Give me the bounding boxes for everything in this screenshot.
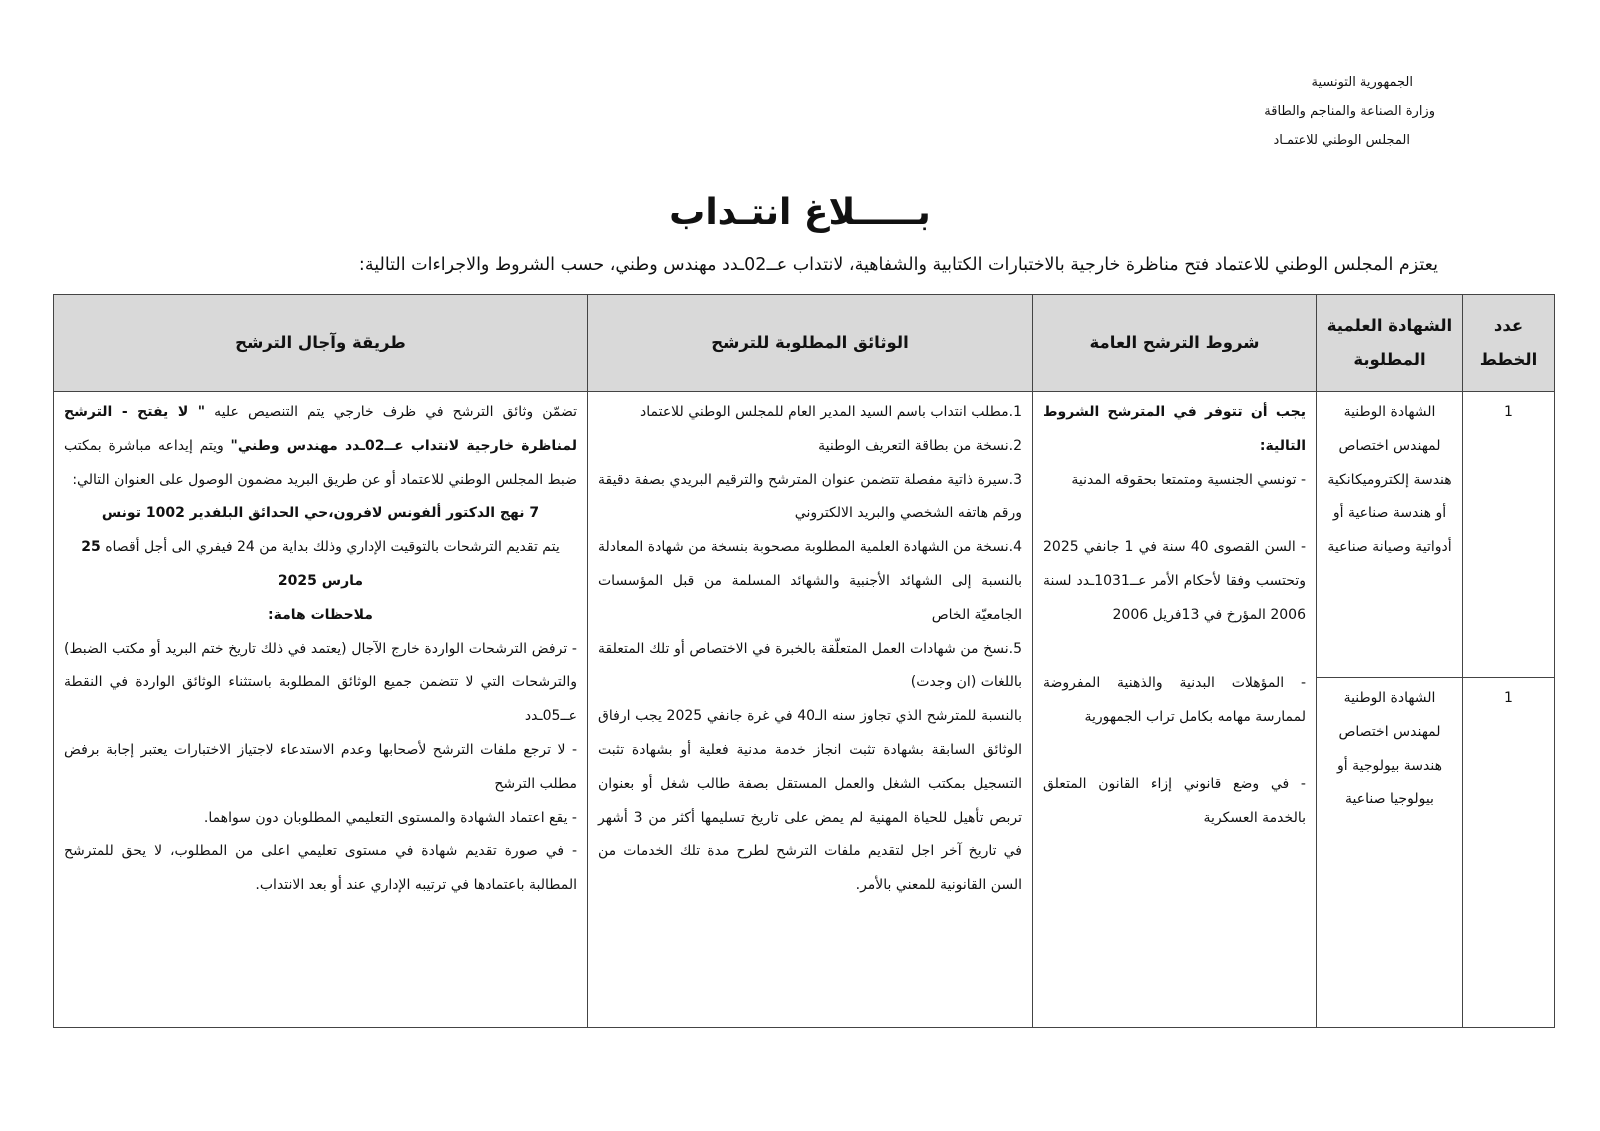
header-documents: الوثائق المطلوبة للترشح	[588, 295, 1033, 392]
procedure-deadline: 25 مارس 2025	[81, 539, 364, 589]
note-item-3: - يقع اعتماد الشهادة والمستوى التعليمي المطلوبان دون سواهما.	[203, 809, 577, 826]
header-certificate: الشهادة العلمية المطلوبة	[1317, 295, 1463, 392]
condition-age: - السن القصوى 40 سنة في 1 جانفي 2025 وتحتسب وفقا لأحكام الأمر عــ1031ـدد لسنة 2006 المؤرخ في 13فريل 2006	[1043, 539, 1307, 623]
conditions-intro: يجب أن تتوفر في المترشح الشروط التالية:	[1043, 404, 1306, 454]
note-item-1: - ترفض الترشحات الواردة خارج الآجال (يعتمد في ذلك تاريخ ختم البريد أو مكتب الضبط) والترشحات التي لا تتضمن جميع الوثائق المطلوبة باستثناء الوثائق الواردة في النقطة عــ05ـدد	[64, 640, 577, 725]
procedure-submission	[64, 396, 577, 497]
header-conditions: شروط الترشح العامة	[1033, 295, 1317, 392]
procedure-submission-end: ويتم إيداعه مباشرة بمكتب ضبط المجلس الوطني للاعتماد أو عن طريق البريد مضمون الوصول على العنوان التالي:	[64, 437, 577, 488]
row2-certificate: الشهادة الوطنية لمهندس اختصاص هندسة بيولوجية أو بيولوجيا صناعية	[1317, 678, 1463, 1028]
condition-nationality: - تونسي الجنسية ومتمتعا بحقوقه المدنية	[1071, 471, 1306, 488]
row1-count: 1	[1463, 392, 1555, 678]
recruitment-table	[53, 294, 1555, 1028]
letterhead	[1115, 68, 1435, 155]
intro-paragraph: يعتزم المجلس الوطني للاعتماد فتح مناظرة خارجية بالاختبارات الكتابية والشفاهية، لانتداب عــ02ـدد مهندس وطني، حسب الشروط والاجراءات التالية:	[358, 255, 1438, 275]
row1-certificate: الشهادة الوطنية لمهندس اختصاص هندسة إلكتروميكانكية أو هندسة صناعية أو أدواتية وصيانة صناعية	[1317, 392, 1463, 678]
documents-cell	[588, 392, 1033, 1028]
document-item-4: 4.نسخة من الشهادة العلمية المطلوبة مصحوبة بنسخة من شهادة المعادلة بالنسبة إلى الشهائد الأجنبية والشهائد المسلمة من قبل المؤسسات الجامعيّة الخاص	[598, 539, 1022, 623]
document-item-2: 2.نسخة من بطاقة التعريف الوطنية	[818, 437, 1022, 454]
procedure-submission-start: تضمّن وثائق الترشح في ظرف خارجي يتم التنصيص عليه	[205, 404, 577, 420]
table-row	[54, 392, 1555, 678]
header-count: عدد الخطط	[1463, 295, 1555, 392]
document-title: بـــــلاغ انتـداب	[669, 192, 931, 233]
document-item-1: 1.مطلب انتداب باسم السيد المدير العام للمجلس الوطني للاعتماد	[640, 404, 1022, 420]
procedure-envelope-label: " لا يفتح - الترشح لمناظرة خارجية لانتداب عــ02ـدد مهندس وطني"	[64, 404, 577, 454]
procedure-dates	[64, 531, 577, 599]
letterhead-ministry: وزارة الصناعة والمناجم والطاقة	[1264, 104, 1435, 119]
letterhead-republic: الجمهورية التونسية	[1311, 75, 1413, 90]
table-header-row	[54, 295, 1555, 392]
notes-title: ملاحظات هامة:	[268, 606, 373, 623]
note-item-2: - لا ترجع ملفات الترشح لأصحابها وعدم الاستدعاء لاجتياز الاختبارات يعتبر إجابة برفض مطلب الترشح	[64, 741, 577, 792]
procedure-cell	[54, 392, 588, 1028]
document-item-3: 3.سيرة ذاتية مفصلة تتضمن عنوان المترشح والترقيم البريدي بصفة دقيقة ورقم هاتفه الشخصي والبريد الالكتروني	[598, 471, 1022, 522]
letterhead-council: المجلس الوطني للاعتمـاد	[1273, 133, 1410, 148]
condition-fitness: - المؤهلات البدنية والذهنية المفروضة لممارسة مهامه بكامل تراب الجمهورية	[1043, 674, 1306, 725]
procedure-address: 7 نهج الدكتور ألفونس لافرون،حي الحدائق البلفدير 1002 تونس	[101, 505, 540, 522]
documents-age-note: بالنسبة للمترشح الذي تجاوز سنه الـ40 في غرة جانفي 2025 يجب ارفاق الوثائق السابقة بشهادة تثبت انجاز خدمة مدنية فعلية أو بشهادة تثبت التسجيل بمكتب الشغل والعمل المستقل بصفة طالب شغل أو بعنوان تربص تأهيل للحياة المهنية لم يمض على تاريخ تسليمها أكثر من 3 أشهر في تاريخ آخر اجل لتقديم ملفات الترشح لطرح مدة تلك الخدمات من السن القانونية للمعني بالأمر.	[598, 708, 1022, 894]
header-procedure: طريقة وآجال الترشح	[54, 295, 588, 392]
procedure-dates-start: يتم تقديم الترشحات بالتوقيت الإداري وذلك بداية من 24 فيفري الى أجل أقصاه	[100, 539, 560, 556]
note-item-4: - في صورة تقديم شهادة في مستوى تعليمي اعلى من المطلوب، لا يحق للمترشح المطالبة باعتمادها في ترتيبه الإداري عند أو بعد الانتداب.	[64, 843, 577, 894]
condition-military: - في وضع قانوني إزاء القانون المتعلق بالخدمة العسكرية	[1043, 776, 1306, 827]
document-item-5: 5.نسخ من شهادات العمل المتعلّقة بالخبرة في الاختصاص أو تلك المتعلقة باللغات (ان وجدت)	[598, 640, 1022, 691]
row2-count: 1	[1463, 678, 1555, 1028]
conditions-cell	[1033, 392, 1317, 1028]
